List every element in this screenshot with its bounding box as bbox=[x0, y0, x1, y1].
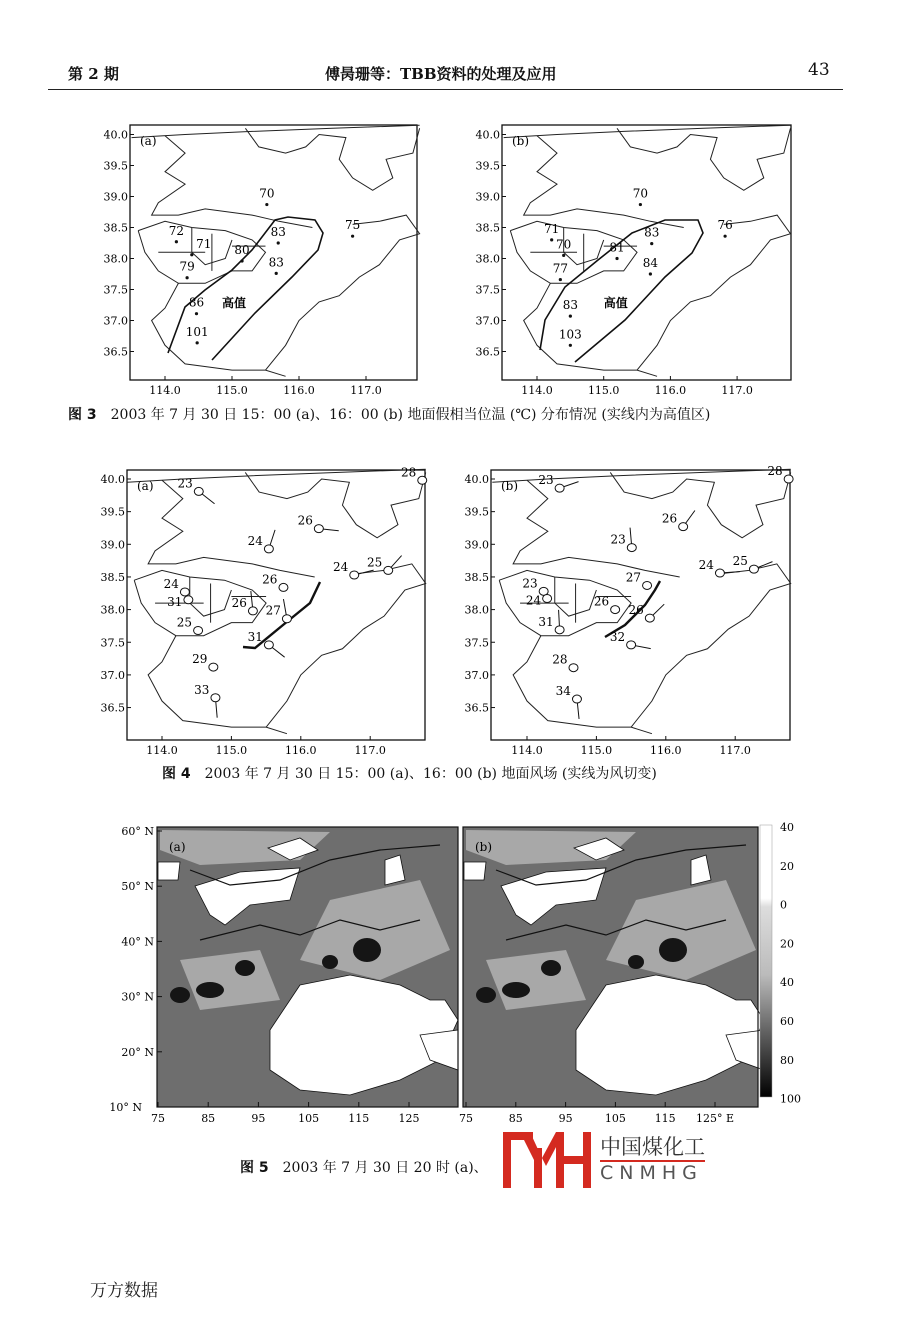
station-theta-se: 83 bbox=[270, 225, 286, 239]
figure3-caption-text: 2003 年 7 月 30 日 15：00 (a)、16：00 (b) 地面假相当位温 (℃) 分布情况 (实线内为高值区) bbox=[110, 407, 711, 423]
tbb-panel-a bbox=[151, 827, 458, 1125]
lon-tick-label: 116.0 bbox=[283, 384, 315, 397]
lat-tick-label: 39.0 bbox=[100, 538, 125, 552]
panel-tag: (a) bbox=[137, 479, 154, 493]
lat-tick-label: 39.5 bbox=[100, 505, 125, 519]
lon-tick-label: 75 bbox=[151, 1112, 165, 1125]
figure3-panel-b-map bbox=[462, 115, 802, 405]
station-temperature: 28 bbox=[767, 464, 783, 478]
panel-tag: (b) bbox=[512, 134, 530, 148]
station-circle bbox=[715, 569, 724, 577]
colorbar-label: 40 bbox=[780, 976, 794, 990]
station-temperature: 24 bbox=[247, 533, 263, 548]
station-circle bbox=[749, 565, 758, 573]
header-rule bbox=[48, 89, 843, 90]
lat-tick-label: 37.5 bbox=[464, 636, 489, 650]
lat-tick-label: 36.5 bbox=[464, 701, 489, 715]
station-temperature: 26 bbox=[297, 513, 313, 528]
station-temperature: 24 bbox=[332, 559, 349, 574]
station-temperature: 26 bbox=[661, 511, 678, 526]
figure3-caption bbox=[68, 404, 710, 424]
station-temperature: 25 bbox=[732, 554, 748, 569]
station-circle bbox=[211, 694, 220, 702]
figure5-tbb-imagery bbox=[100, 815, 820, 1130]
lon-tick-label: 117.0 bbox=[354, 744, 386, 757]
station-dot bbox=[723, 235, 726, 238]
tbb-clear-area bbox=[158, 862, 180, 880]
station-circle bbox=[611, 606, 620, 614]
lon-tick-label: 105 bbox=[298, 1112, 320, 1125]
station-dot bbox=[351, 235, 354, 238]
issue-number: 第 2 期 bbox=[68, 65, 119, 83]
station-dot bbox=[175, 240, 178, 243]
colorbar-label: 60 bbox=[780, 1015, 794, 1028]
station-dot bbox=[275, 272, 278, 275]
station-temperature: 28 bbox=[400, 465, 417, 480]
lat-tick-label: 36.5 bbox=[475, 345, 500, 359]
cnmhg-logo bbox=[500, 1128, 595, 1190]
station-temperature: 26 bbox=[231, 595, 247, 610]
lat-tick-label: 37.5 bbox=[475, 283, 500, 297]
tbb-deep-convection bbox=[196, 982, 224, 998]
station-dot bbox=[562, 254, 565, 257]
lat-tick-label: 36.5 bbox=[100, 701, 125, 715]
lon-tick-label: 115.0 bbox=[216, 384, 248, 397]
station-theta-se: 101 bbox=[185, 324, 209, 339]
colorbar-label: 80 bbox=[780, 1053, 794, 1067]
tbb-deep-convection bbox=[170, 987, 190, 1003]
lon-tick-label: 117.0 bbox=[350, 384, 382, 397]
lat-tick-label: 38.5 bbox=[100, 570, 125, 584]
station-circle bbox=[572, 695, 581, 703]
lat-tick-label: 38.0 bbox=[100, 603, 125, 617]
station-temperature: 24 bbox=[698, 558, 714, 573]
lat-tick-label: 37.0 bbox=[475, 314, 500, 328]
colorbar-label: 100 bbox=[780, 1092, 801, 1106]
tbb-deep-convection bbox=[628, 955, 644, 969]
station-theta-se: 83 bbox=[268, 255, 284, 270]
station-circle bbox=[350, 571, 359, 579]
station-temperature: 27 bbox=[625, 570, 642, 585]
station-dot bbox=[639, 203, 642, 206]
lat-tick-label: 20° N bbox=[121, 1045, 154, 1059]
lon-tick-label: 114.0 bbox=[149, 384, 181, 397]
station-theta-se: 76 bbox=[717, 218, 733, 233]
station-dot bbox=[190, 253, 193, 256]
station-temperature: 25 bbox=[366, 555, 383, 570]
station-circle bbox=[784, 475, 793, 483]
lon-tick-label: 75 bbox=[459, 1112, 473, 1125]
station-temperature: 34 bbox=[555, 684, 571, 699]
figure3-label: 图 3 bbox=[68, 407, 97, 423]
lon-tick-label: 125° E bbox=[695, 1112, 735, 1125]
station-circle bbox=[645, 614, 654, 622]
station-theta-se: 77 bbox=[552, 261, 568, 276]
station-dot bbox=[196, 341, 199, 344]
station-theta-se: 70 bbox=[259, 186, 275, 201]
station-circle bbox=[184, 596, 193, 604]
station-circle bbox=[643, 581, 652, 589]
station-circle bbox=[194, 487, 203, 495]
lat-tick-label: 60° N bbox=[121, 825, 154, 838]
lon-tick-label: 115.0 bbox=[587, 384, 620, 397]
figure5-caption-text: 2003 年 7 月 30 日 20 时 (a)、 bbox=[282, 1160, 488, 1176]
colorbar bbox=[760, 825, 772, 1097]
lat-tick-label: 40.0 bbox=[103, 128, 128, 142]
lat-tick-label: 30° N bbox=[121, 990, 154, 1004]
lat-tick-label: 38.5 bbox=[464, 570, 489, 584]
station-theta-se: 103 bbox=[558, 327, 582, 342]
station-dot bbox=[195, 312, 198, 315]
station-circle bbox=[264, 641, 273, 649]
station-circle bbox=[282, 615, 291, 623]
station-dot bbox=[277, 241, 280, 244]
station-temperature: 28 bbox=[552, 652, 568, 667]
lat-tick-label: 40.0 bbox=[100, 473, 125, 486]
station-temperature: 25 bbox=[176, 615, 193, 630]
station-temperature: 24 bbox=[525, 593, 542, 608]
station-dot bbox=[550, 238, 553, 241]
lat-tick-label: 39.0 bbox=[103, 190, 128, 204]
panel-tag: (b) bbox=[501, 479, 519, 493]
station-circle bbox=[627, 544, 636, 552]
lat-tick-label: 40° N bbox=[121, 935, 154, 949]
station-circle bbox=[209, 663, 218, 671]
lat-tick-label: 39.5 bbox=[464, 505, 489, 519]
station-dot bbox=[559, 278, 562, 281]
panel-tag: (a) bbox=[140, 134, 157, 148]
lon-tick-label: 116.0 bbox=[285, 744, 317, 757]
station-dot bbox=[650, 242, 653, 245]
colorbar-label: 20 bbox=[780, 859, 794, 873]
station-temperature: 23 bbox=[177, 476, 193, 491]
lat-tick-label: 40.0 bbox=[464, 473, 489, 486]
station-temperature: 29 bbox=[192, 652, 208, 667]
lat-tick-label: 38.0 bbox=[475, 252, 500, 266]
figure4-panel-a-map bbox=[88, 462, 433, 757]
lat-tick-label: 10° N bbox=[109, 1101, 142, 1114]
lat-tick-label: 36.5 bbox=[103, 345, 128, 359]
station-dot bbox=[615, 257, 618, 260]
station-dot bbox=[649, 272, 652, 275]
station-temperature: 32 bbox=[609, 629, 626, 644]
lon-tick-label: 115 bbox=[654, 1112, 676, 1125]
station-circle bbox=[264, 545, 273, 553]
lon-tick-label: 85 bbox=[201, 1112, 216, 1125]
station-temperature: 31 bbox=[538, 614, 554, 629]
lat-tick-label: 38.0 bbox=[103, 252, 128, 266]
lat-tick-label: 37.5 bbox=[100, 636, 125, 650]
station-circle bbox=[627, 641, 636, 649]
station-dot bbox=[569, 344, 572, 347]
lon-tick-label: 85 bbox=[508, 1112, 523, 1125]
station-theta-se: 86 bbox=[188, 295, 205, 310]
tbb-deep-convection bbox=[476, 987, 496, 1003]
tbb-deep-convection bbox=[235, 960, 255, 976]
station-circle bbox=[279, 583, 288, 591]
station-temperature: 23 bbox=[538, 473, 554, 488]
lat-tick-label: 37.0 bbox=[464, 668, 489, 682]
station-dot bbox=[265, 203, 268, 206]
station-circle bbox=[384, 566, 393, 574]
station-theta-se: 70 bbox=[556, 237, 572, 252]
station-circle bbox=[194, 626, 203, 634]
station-temperature: 24 bbox=[163, 576, 179, 591]
lon-tick-label: 117.0 bbox=[721, 384, 753, 397]
station-circle bbox=[543, 594, 552, 602]
station-circle bbox=[555, 484, 564, 492]
lat-tick-label: 39.0 bbox=[464, 538, 489, 552]
figure5-label: 图 5 bbox=[240, 1160, 269, 1176]
lon-tick-label: 95 bbox=[558, 1112, 573, 1125]
figure4-caption bbox=[162, 763, 657, 783]
station-theta-se: 81 bbox=[609, 240, 625, 255]
lat-tick-label: 37.5 bbox=[103, 283, 128, 297]
station-temperature: 27 bbox=[265, 603, 281, 618]
lat-tick-label: 39.5 bbox=[103, 159, 128, 173]
tbb-panel-b bbox=[459, 827, 764, 1125]
station-temperature: 31 bbox=[167, 594, 183, 609]
panel-tag: (b) bbox=[475, 840, 493, 854]
lon-tick-label: 116.0 bbox=[654, 384, 687, 397]
lat-tick-label: 50° N bbox=[121, 880, 154, 894]
colorbar-label: 20 bbox=[780, 937, 794, 951]
lon-tick-label: 115.0 bbox=[215, 744, 248, 757]
lat-tick-label: 38.0 bbox=[464, 603, 489, 617]
tbb-deep-convection bbox=[541, 960, 561, 976]
tbb-deep-convection bbox=[502, 982, 530, 998]
station-theta-se: 70 bbox=[632, 186, 649, 201]
station-theta-se: 80 bbox=[234, 242, 250, 257]
station-temperature: 26 bbox=[593, 594, 610, 609]
lon-tick-label: 114.0 bbox=[511, 744, 543, 757]
station-theta-se: 75 bbox=[344, 218, 361, 233]
station-theta-se: 79 bbox=[179, 259, 195, 274]
lat-tick-label: 39.0 bbox=[475, 190, 500, 204]
lon-tick-label: 115.0 bbox=[580, 744, 613, 757]
station-theta-se: 83 bbox=[644, 225, 660, 240]
figure4-panel-b-map bbox=[452, 462, 797, 757]
footer-watermark: 万方数据 bbox=[90, 1281, 158, 1301]
lon-tick-label: 114.0 bbox=[521, 384, 553, 397]
lat-tick-label: 38.5 bbox=[475, 221, 500, 235]
lon-tick-label: 117.0 bbox=[719, 744, 751, 757]
station-temperature: 26 bbox=[262, 572, 278, 587]
tbb-deep-convection bbox=[353, 938, 381, 962]
lon-tick-label: 114.0 bbox=[146, 744, 178, 757]
tbb-deep-convection bbox=[659, 938, 687, 962]
figure3-panel-a-map bbox=[90, 115, 430, 405]
colorbar-label: 40 bbox=[780, 821, 794, 834]
lon-tick-label: 116.0 bbox=[650, 744, 682, 757]
colorbar-label: 0 bbox=[780, 898, 787, 912]
station-theta-se: 84 bbox=[642, 256, 659, 270]
station-temperature: 26 bbox=[628, 603, 644, 618]
high-value-label: 高值 bbox=[221, 295, 246, 310]
station-temperature: 33 bbox=[194, 682, 210, 697]
station-temperature: 31 bbox=[247, 629, 263, 644]
station-dot bbox=[240, 259, 243, 262]
station-circle bbox=[569, 664, 578, 672]
lon-tick-label: 115 bbox=[348, 1112, 370, 1125]
running-title: 傅昺珊等：TBB资料的处理及应用 bbox=[325, 65, 557, 83]
station-dot bbox=[569, 315, 572, 318]
figure5-caption bbox=[240, 1157, 488, 1177]
lat-tick-label: 39.5 bbox=[475, 159, 500, 173]
station-dot bbox=[186, 276, 189, 279]
lon-tick-label: 95 bbox=[251, 1112, 266, 1125]
lon-tick-label: 125 bbox=[398, 1112, 420, 1125]
station-circle bbox=[418, 476, 427, 484]
station-theta-se: 72 bbox=[168, 223, 185, 238]
station-circle bbox=[555, 626, 564, 634]
logo-subtext: CNMHG bbox=[600, 1162, 703, 1184]
station-circle bbox=[314, 525, 323, 533]
station-theta-se: 71 bbox=[544, 221, 560, 236]
high-value-label: 高值 bbox=[603, 295, 628, 310]
lat-tick-label: 38.5 bbox=[103, 221, 128, 235]
lat-tick-label: 37.0 bbox=[100, 668, 125, 682]
lon-tick-label: 105 bbox=[604, 1112, 626, 1125]
figure4-caption-text: 2003 年 7 月 30 日 15：00 (a)、16：00 (b) 地面风场 (实线为风切变) bbox=[204, 766, 657, 782]
station-temperature: 23 bbox=[522, 576, 538, 591]
tbb-deep-convection bbox=[322, 955, 338, 969]
station-temperature: 23 bbox=[610, 532, 626, 547]
station-circle bbox=[248, 607, 257, 615]
lat-tick-label: 40.0 bbox=[475, 128, 500, 142]
station-theta-se: 83 bbox=[562, 298, 578, 313]
station-theta-se: 71 bbox=[196, 236, 212, 251]
station-circle bbox=[679, 523, 688, 531]
panel-tag: (a) bbox=[169, 840, 186, 854]
lat-tick-label: 37.0 bbox=[103, 314, 128, 328]
figure4-label: 图 4 bbox=[162, 766, 191, 782]
page-number: 43 bbox=[808, 60, 830, 80]
logo-text: 中国煤化工 bbox=[600, 1135, 705, 1159]
tbb-clear-area bbox=[464, 862, 486, 880]
